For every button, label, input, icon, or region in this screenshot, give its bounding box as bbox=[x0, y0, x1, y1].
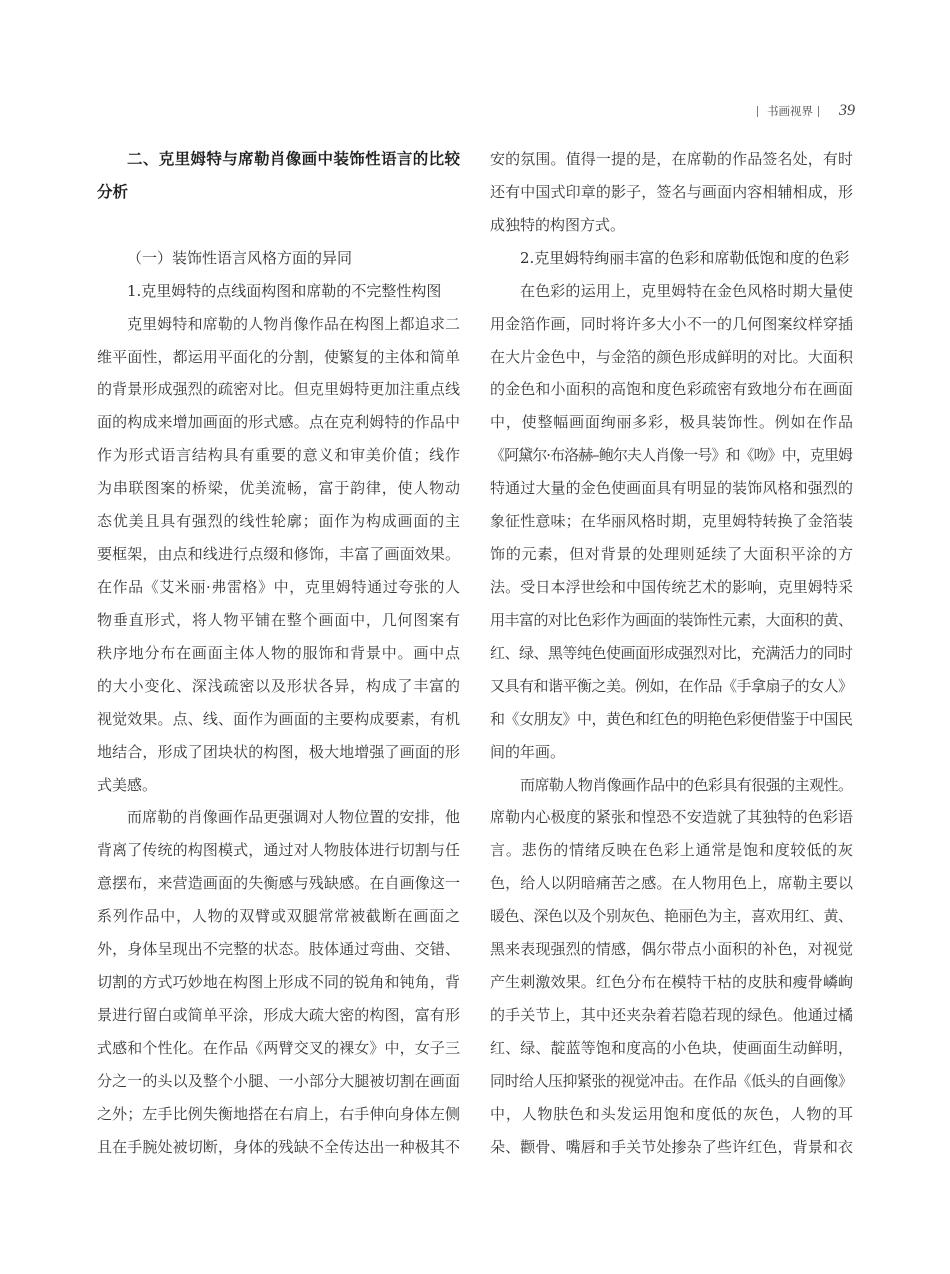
text-line: 视觉效果。点、线、面作为画面的主要构成要素，有机 bbox=[97, 709, 461, 728]
text-line: 分之一的头以及整个小腿、一小部分大腿被切割在画面 bbox=[97, 1071, 461, 1090]
text-line: 切割的方式巧妙地在构图上形成不同的锐角和钝角，背 bbox=[97, 973, 461, 992]
heading-line: 二、克里姆特与席勒肖像画中装饰性语言的比较 bbox=[127, 149, 461, 168]
section-heading bbox=[97, 143, 460, 209]
left-column bbox=[97, 143, 460, 1164]
text-line: 外，身体呈现出不完整的状态。肢体通过弯曲、交错、 bbox=[97, 940, 461, 959]
text-line: 言。悲伤的情绪反映在色彩上通常是饱和度较低的灰 bbox=[490, 841, 854, 860]
text-line: 用丰富的对比色彩作为画面的装饰性元素，大面积的黄、 bbox=[490, 610, 853, 629]
text-line: 同时给人压抑紧张的视觉冲击。在作品《低头的自画像》 bbox=[490, 1071, 853, 1090]
text-line: 维平面性，都运用平面化的分割，使繁复的主体和简单 bbox=[97, 347, 461, 366]
text-line: 意摆布，来营造画面的失衡感与残缺感。在自画像这一 bbox=[97, 874, 461, 893]
text-line: 而席勒人物肖像画作品中的色彩具有很强的主观性。 bbox=[520, 775, 853, 794]
paragraph-2 bbox=[97, 801, 460, 1163]
text-line: 特通过大量的金色使画面具有明显的装饰风格和强烈的 bbox=[490, 479, 854, 498]
text-line: 在色彩的运用上，克里姆特在金色风格时期大量使 bbox=[520, 281, 854, 300]
text-line: 景进行留白或简单平涂，形成大疏大密的构图，富有形 bbox=[97, 1005, 461, 1024]
page-number: 39 bbox=[839, 102, 855, 119]
text-line: 暖色、深色以及个别灰色、艳丽色为主，喜欢用红、黄、 bbox=[490, 907, 853, 926]
text-line: 和《女朋友》中，黄色和红色的明艳色彩便借鉴于中国民 bbox=[490, 709, 853, 728]
text-line: 的背景形成强烈的疏密对比。但克里姆特更加注重点线 bbox=[97, 380, 461, 399]
separator-bar-left bbox=[757, 106, 758, 117]
text-line: 式美感。 bbox=[97, 775, 158, 794]
text-line: 式感和个性化。在作品《两臂交叉的裸女》中，女子三 bbox=[97, 1038, 461, 1057]
subheading: （一）装饰性语言风格方面的异同 bbox=[127, 248, 353, 267]
text-line: 在作品《艾米丽·弗雷格》中，克里姆特通过夸张的人 bbox=[97, 577, 461, 596]
paragraph-4 bbox=[490, 769, 853, 1164]
text-line: 之外；左手比例失衡地搭在右肩上，右手伸向身体左侧 bbox=[97, 1104, 461, 1123]
text-line: 法。受日本浮世绘和中国传统艺术的影响，克里姆特采 bbox=[490, 577, 854, 596]
running-header bbox=[757, 102, 855, 120]
text-line: 的手关节上，其中还夹杂着若隐若现的绿色。他通过橘 bbox=[490, 1005, 854, 1024]
text-line: 色，给人以阴暗痛苦之感。在人物用色上，席勒主要以 bbox=[490, 874, 854, 893]
text-line: 中，使整幅画面绚丽多彩，极具装饰性。例如在作品 bbox=[490, 413, 854, 432]
text-line: 系列作品中，人物的双臂或双腿常常被截断在画面之 bbox=[97, 907, 461, 926]
paragraph-1 bbox=[97, 308, 460, 802]
text-line: 《阿黛尔·布洛赫–鲍尔夫人肖像一号》和《吻》中，克里姆 bbox=[490, 446, 853, 465]
text-line: 态优美且具有强烈的线性轮廓；面作为构成画面的主 bbox=[97, 512, 461, 531]
right-column bbox=[490, 143, 853, 1164]
text-line: 成独特的构图方式。 bbox=[490, 215, 626, 234]
text-line: 地结合，形成了团块状的构图，极大地增强了画面的形 bbox=[97, 742, 461, 761]
text-line: 的金色和小面积的高饱和度色彩疏密有致地分布在画面 bbox=[490, 380, 854, 399]
journal-section-name: 书画视界 bbox=[767, 104, 813, 118]
text-line: 且在手腕处被切断，身体的残缺不全传达出一种极其不 bbox=[97, 1137, 461, 1156]
text-line: 朵、颧骨、嘴唇和手关节处掺杂了些许红色，背景和衣 bbox=[490, 1137, 854, 1156]
blank-line bbox=[97, 209, 460, 242]
text-line: 物垂直形式，将人物平铺在整个画面中，几何图案有 bbox=[97, 610, 461, 629]
separator-bar-right bbox=[818, 106, 819, 117]
paragraph-3 bbox=[490, 275, 853, 769]
text-line: 的大小变化、深浅疏密以及形状各异，构成了丰富的 bbox=[97, 676, 461, 695]
text-line: 中，人物肤色和头发运用饱和度低的灰色，人物的耳 bbox=[490, 1104, 854, 1123]
text-line: 用金箔作画，同时将许多大小不一的几何图案纹样穿插 bbox=[490, 314, 854, 333]
text-line: 在大片金色中，与金箔的颜色形成鲜明的对比。大面积 bbox=[490, 347, 854, 366]
text-line: 而席勒的肖像画作品更强调对人物位置的安排，他 bbox=[127, 808, 461, 827]
text-line: 饰的元素，但对背景的处理则延续了大面积平涂的方 bbox=[490, 545, 854, 564]
text-line: 作为形式语言结构具有重要的意义和审美价值；线作 bbox=[97, 446, 461, 465]
text-line: 红、绿、黑等纯色使画面形成强烈对比，充满活力的同时 bbox=[490, 643, 853, 662]
text-line: 要框架，由点和线进行点缀和修饰，丰富了画面效果。 bbox=[97, 545, 461, 564]
text-line: 还有中国式印章的影子，签名与画面内容相辅相成，形 bbox=[490, 182, 854, 201]
text-line: 面的构成来增加画面的形式感。点在克利姆特的作品中 bbox=[97, 413, 461, 432]
paragraph-2-continued bbox=[490, 143, 853, 242]
heading-line: 分析 bbox=[97, 181, 129, 201]
text-line: 黑来表现强烈的情感，偶尔带点小面积的补色，对视觉 bbox=[490, 940, 854, 959]
text-line: 间的年画。 bbox=[490, 742, 566, 761]
text-line: 背离了传统的构图模式，通过对人物肢体进行切割与任 bbox=[97, 841, 461, 860]
text-line: 象征性意味；在华丽风格时期，克里姆特转换了金箔装 bbox=[490, 512, 854, 531]
text-line: 为串联图案的桥梁，优美流畅，富于韵律，使人物动 bbox=[97, 479, 461, 498]
text-line: 安的氛围。值得一提的是，在席勒的作品签名处，有时 bbox=[490, 150, 854, 168]
subsection-1-title: 1.克里姆特的点线面构图和席勒的不完整性构图 bbox=[127, 281, 442, 300]
text-line: 克里姆特和席勒的人物肖像作品在构图上都追求二 bbox=[127, 314, 461, 333]
text-line: 又具有和谐平衡之美。例如，在作品《手拿扇子的女人》 bbox=[490, 676, 853, 695]
text-line: 席勒内心极度的紧张和惶恐不安造就了其独特的色彩语 bbox=[490, 808, 854, 827]
subsection-2-title: 2.克里姆特绚丽丰富的色彩和席勒低饱和度的色彩 bbox=[520, 248, 850, 267]
text-line: 产生刺激效果。红色分布在模特干枯的皮肤和瘦骨嶙峋 bbox=[490, 973, 854, 992]
text-line: 秩序地分布在画面主体人物的服饰和背景中。画中点 bbox=[97, 643, 461, 662]
text-line: 红、绿、靛蓝等饱和度高的小色块，使画面生动鲜明， bbox=[490, 1038, 854, 1057]
